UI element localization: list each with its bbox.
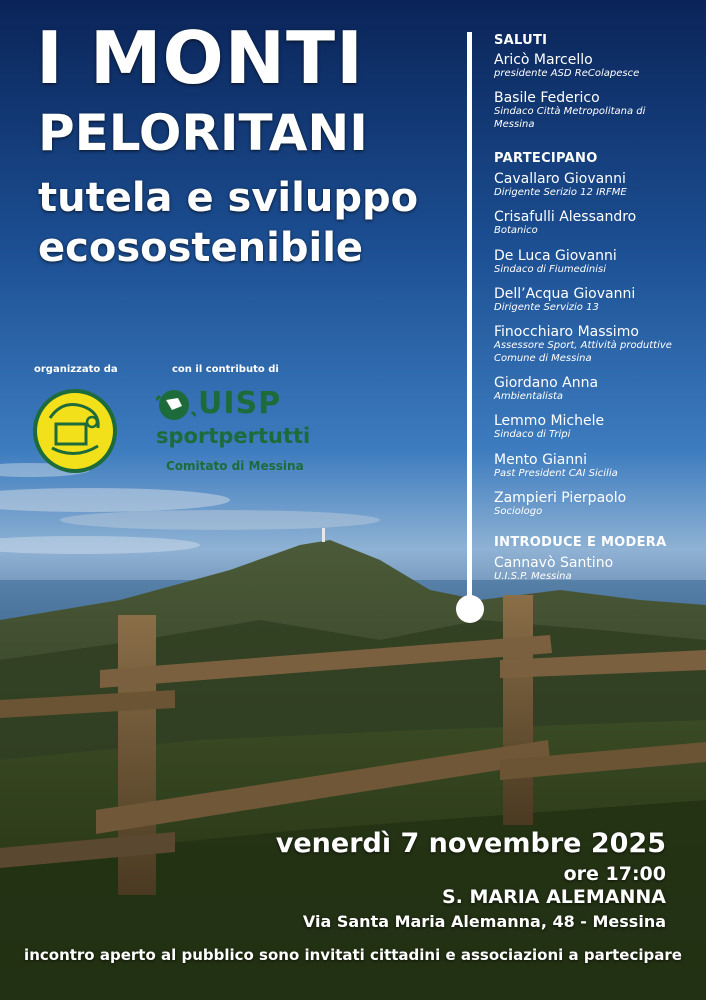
uisp-committee: Comitato di Messina (166, 459, 304, 473)
event-time: ore 17:00 (563, 863, 666, 885)
speaker-name: Giordano Anna (494, 375, 599, 391)
speaker-name: De Luca Giovanni (494, 248, 617, 264)
subtitle-line-2: ecosostenibile (38, 225, 364, 271)
speaker-name: Finocchiaro Massimo (494, 324, 639, 340)
speaker-role: Ambientalista (494, 391, 564, 403)
contribution-label: con il contributo di (172, 364, 279, 375)
title-line-1: I MONTI (36, 16, 364, 100)
speaker-item (494, 376, 699, 404)
speaker-name: Crisafulli Alessandro (494, 209, 637, 225)
speaker-name: Cannavò Santino (494, 555, 614, 571)
recolapesce-logo (32, 388, 118, 474)
speaker-name: Cavallaro Giovanni (494, 171, 626, 187)
speaker-name: Lemmo Michele (494, 413, 605, 429)
speaker-name: Aricò Marcello (494, 52, 593, 68)
saluti-heading: SALUTI (494, 33, 548, 48)
speaker-item (494, 325, 699, 365)
speaker-role: Dirigente Serizio 12 IRFME (494, 187, 627, 199)
subtitle-line-1: tutela e sviluppo (38, 175, 419, 221)
uisp-tagline: sportpertutti (156, 424, 311, 448)
speaker-item (494, 53, 699, 81)
speaker-role: Dirigente Servizio 13 (494, 302, 599, 314)
speaker-name: Dell’Acqua Giovanni (494, 286, 636, 302)
speaker-name: Basile Federico (494, 90, 600, 106)
speaker-item (494, 91, 699, 131)
speaker-name: Zampieri Pierpaolo (494, 490, 627, 506)
timeline-line (467, 32, 472, 602)
partecipano-heading: PARTECIPANO (494, 151, 598, 166)
speaker-item (494, 287, 699, 315)
speaker-role: Assessore Sport, Attività produttive Comune di Messina (494, 340, 672, 364)
speaker-role: Sindaco Città Metropolitana di Messina (494, 106, 646, 130)
event-date: venerdì 7 novembre 2025 (275, 828, 666, 859)
speaker-item (494, 556, 699, 584)
organized-by-label: organizzato da (34, 364, 118, 375)
speaker-role: presidente ASD ReColapesce (494, 68, 640, 80)
footer-note: incontro aperto al pubblico sono invitati cittadini e associazioni a partecipare (24, 946, 682, 964)
uisp-wordmark: UISP (198, 386, 282, 421)
speaker-item (494, 172, 699, 200)
speaker-item (494, 453, 699, 481)
speaker-role: Sociologo (494, 506, 543, 518)
uisp-runner-icon (156, 388, 196, 422)
speaker-item (494, 210, 699, 238)
speaker-item (494, 414, 699, 442)
speaker-role: Past President CAI Sicilia (494, 468, 618, 480)
speaker-name: Mento Gianni (494, 452, 588, 468)
title-line-2: PELORITANI (38, 104, 368, 162)
timeline-dot (456, 595, 484, 623)
event-venue: S. MARIA ALEMANNA (441, 886, 666, 908)
speaker-role: U.I.S.P. Messina (494, 571, 572, 583)
speaker-role: Botanico (494, 225, 538, 237)
event-address: Via Santa Maria Alemanna, 48 - Messina (302, 912, 666, 931)
speaker-item (494, 491, 699, 519)
modera-heading: INTRODUCE E MODERA (494, 535, 667, 550)
speaker-role: Sindaco di Fiumedinisi (494, 264, 607, 276)
speaker-role: Sindaco di Tripi (494, 429, 571, 441)
speaker-item (494, 249, 699, 277)
